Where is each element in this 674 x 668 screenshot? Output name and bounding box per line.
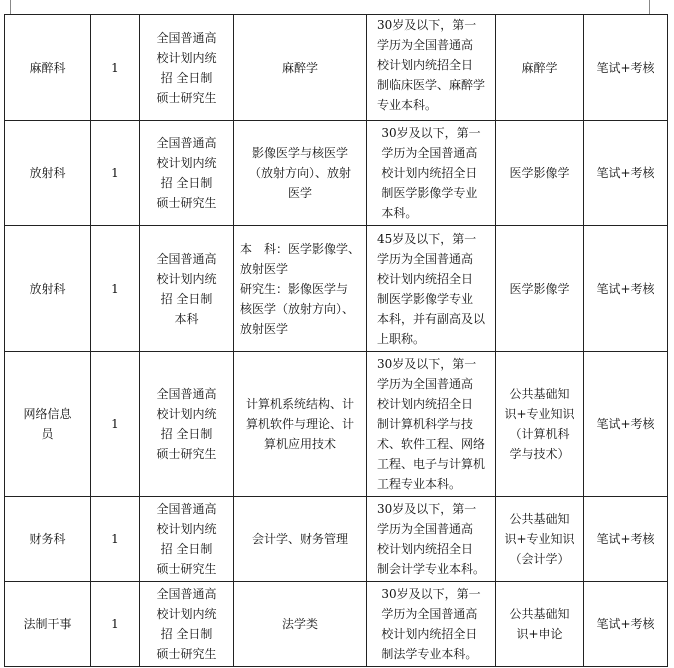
- source-cell: 全国普通高 校计划内统 招 全日制 硕士研究生: [140, 582, 234, 667]
- count-cell: 1: [91, 497, 140, 582]
- requirement-cell: 30岁及以下，第一 学历为全国普通高 校计划内统招全日 制法学专业本科。: [367, 582, 496, 667]
- dept-cell: 财务科: [5, 497, 91, 582]
- subject-cell: 公共基础知 识+申论: [496, 582, 584, 667]
- table-row: [5, 15, 668, 121]
- source-cell: 全国普通高 校计划内统 招 全日制 硕士研究生: [140, 15, 234, 121]
- count-cell: 1: [91, 226, 140, 352]
- count-cell: 1: [91, 582, 140, 667]
- subject-cell: 医学影像学: [496, 226, 584, 352]
- table-row: [5, 582, 668, 667]
- table-row: [5, 226, 668, 352]
- major-cell: 会计学、财务管理: [234, 497, 367, 582]
- source-cell: 全国普通高 校计划内统 招 全日制 硕士研究生: [140, 121, 234, 226]
- method-cell: 笔试+考核: [584, 121, 668, 226]
- requirement-cell: 45岁及以下，第一 学历为全国普通高 校计划内统招全日 制医学影像学专业 本科，并有副高及以 上职称。: [367, 226, 496, 352]
- requirement-cell: 30岁及以下，第一 学历为全国普通高 校计划内统招全日 制医学影像学专业 本科。: [367, 121, 496, 226]
- source-cell: 全国普通高 校计划内统 招 全日制 本科: [140, 226, 234, 352]
- table-row: [5, 352, 668, 497]
- dept-cell: 法制干事: [5, 582, 91, 667]
- count-cell: 1: [91, 121, 140, 226]
- major-cell: 麻醉学: [234, 15, 367, 121]
- recruitment-table: [4, 14, 668, 667]
- method-cell: 笔试+考核: [584, 352, 668, 497]
- major-cell: 法学类: [234, 582, 367, 667]
- table-row: [5, 121, 668, 226]
- margin-mark-left: [10, 0, 11, 14]
- method-cell: 笔试+考核: [584, 582, 668, 667]
- requirement-cell: 30岁及以下，第一 学历为全国普通高 校计划内统招全日 制计算机科学与技 术、软件工程、网络 工程、电子与计算机 工程专业本科。: [367, 352, 496, 497]
- method-cell: 笔试+考核: [584, 497, 668, 582]
- requirement-cell: 30岁及以下，第一 学历为全国普通高 校计划内统招全日 制临床医学、麻醉学 专业本科。: [367, 15, 496, 121]
- dept-cell: 放射科: [5, 121, 91, 226]
- major-cell: 本 科：医学影像学、 放射医学 研究生：影像医学与 核医学（放射方向）、 放射医学: [234, 226, 367, 352]
- table-row: [5, 497, 668, 582]
- source-cell: 全国普通高 校计划内统 招 全日制 硕士研究生: [140, 497, 234, 582]
- subject-cell: 公共基础知 识+专业知识 （会计学）: [496, 497, 584, 582]
- subject-cell: 医学影像学: [496, 121, 584, 226]
- major-cell: 影像医学与核医学 （放射方向）、放射 医学: [234, 121, 367, 226]
- margin-mark-right: [649, 0, 650, 14]
- count-cell: 1: [91, 15, 140, 121]
- source-cell: 全国普通高 校计划内统 招 全日制 硕士研究生: [140, 352, 234, 497]
- method-cell: 笔试+考核: [584, 226, 668, 352]
- count-cell: 1: [91, 352, 140, 497]
- subject-cell: 公共基础知 识+专业知识 （计算机科 学与技术）: [496, 352, 584, 497]
- requirement-cell: 30岁及以下，第一 学历为全国普通高 校计划内统招全日 制会计学专业本科。: [367, 497, 496, 582]
- dept-cell: 麻醉科: [5, 15, 91, 121]
- dept-cell: 放射科: [5, 226, 91, 352]
- method-cell: 笔试+考核: [584, 15, 668, 121]
- subject-cell: 麻醉学: [496, 15, 584, 121]
- major-cell: 计算机系统结构、计 算机软件与理论、计 算机应用技术: [234, 352, 367, 497]
- dept-cell: 网络信息 员: [5, 352, 91, 497]
